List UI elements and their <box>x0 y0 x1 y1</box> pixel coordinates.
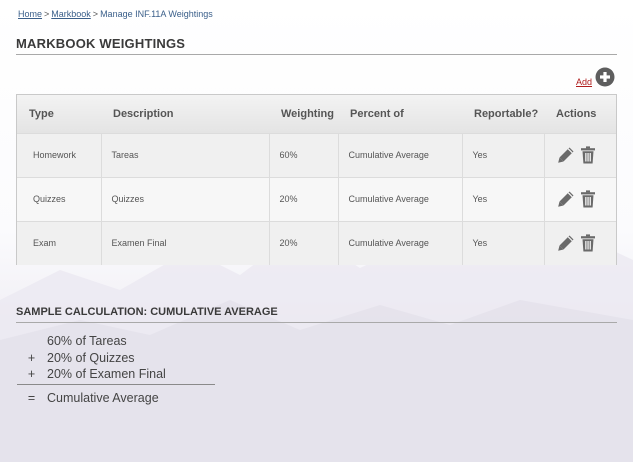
pencil-icon[interactable] <box>556 233 576 253</box>
calculation-divider <box>17 384 215 385</box>
table-header-row <box>17 95 616 133</box>
breadcrumb-home-link[interactable]: Home <box>18 9 43 19</box>
calculation-line <box>16 350 215 367</box>
cell-percent-of: Cumulative Average <box>338 221 462 265</box>
weightings-table <box>16 94 617 265</box>
add-link[interactable]: Add <box>576 77 593 87</box>
page-title: MARKBOOK WEIGHTINGS <box>16 36 617 55</box>
sample-calculation <box>16 333 215 406</box>
column-header-type: Type <box>29 107 54 120</box>
calculation-title: SAMPLE CALCULATION: CUMULATIVE AVERAGE <box>16 306 617 323</box>
cell-reportable: Yes <box>462 133 544 177</box>
cell-weighting: 20% <box>269 221 338 265</box>
breadcrumb-separator: > <box>44 9 50 19</box>
cell-percent-of: Cumulative Average <box>338 133 462 177</box>
plus-circle-icon[interactable] <box>595 67 615 87</box>
cell-description: Quizzes <box>101 177 269 221</box>
breadcrumb-separator: > <box>92 9 99 19</box>
pencil-icon[interactable] <box>556 189 576 209</box>
pencil-icon[interactable] <box>556 145 576 165</box>
calculation-equals: = <box>27 390 36 405</box>
calculation-line <box>16 366 215 383</box>
calculation-result: Cumulative Average <box>47 390 159 405</box>
calculation-operator: + <box>27 367 36 382</box>
cell-description: Tareas <box>101 133 269 177</box>
cell-type: Homework <box>17 133 101 177</box>
breadcrumb-current: Manage INF.11A Weightings <box>100 9 213 19</box>
trash-icon[interactable] <box>578 233 598 253</box>
calculation-term: 20% of Examen Final <box>47 367 166 382</box>
cell-actions <box>544 133 616 177</box>
calculation-result-line <box>16 390 215 407</box>
column-header-percent-of: Percent of <box>350 107 404 120</box>
cell-description: Examen Final <box>101 221 269 265</box>
cell-actions <box>544 221 616 265</box>
column-header-description: Description <box>113 107 174 120</box>
trash-icon[interactable] <box>578 189 598 209</box>
breadcrumb-markbook-link[interactable]: Markbook <box>51 9 91 19</box>
add-weighting-control <box>576 66 615 88</box>
calculation-operator: + <box>27 350 36 365</box>
cell-actions <box>544 177 616 221</box>
table-row <box>17 221 616 265</box>
trash-icon[interactable] <box>578 145 598 165</box>
calculation-line <box>16 333 215 350</box>
cell-reportable: Yes <box>462 177 544 221</box>
column-header-actions: Actions <box>556 107 597 120</box>
table-row <box>17 133 616 177</box>
calculation-term: 20% of Quizzes <box>47 350 135 365</box>
cell-reportable: Yes <box>462 221 544 265</box>
column-header-reportable: Reportable? <box>474 107 539 120</box>
breadcrumb <box>18 9 213 19</box>
cell-type: Exam <box>17 221 101 265</box>
cell-percent-of: Cumulative Average <box>338 177 462 221</box>
table-row <box>17 177 616 221</box>
cell-type: Quizzes <box>17 177 101 221</box>
cell-weighting: 60% <box>269 133 338 177</box>
calculation-term: 60% of Tareas <box>47 334 127 349</box>
cell-weighting: 20% <box>269 177 338 221</box>
column-header-weighting: Weighting <box>281 107 334 120</box>
